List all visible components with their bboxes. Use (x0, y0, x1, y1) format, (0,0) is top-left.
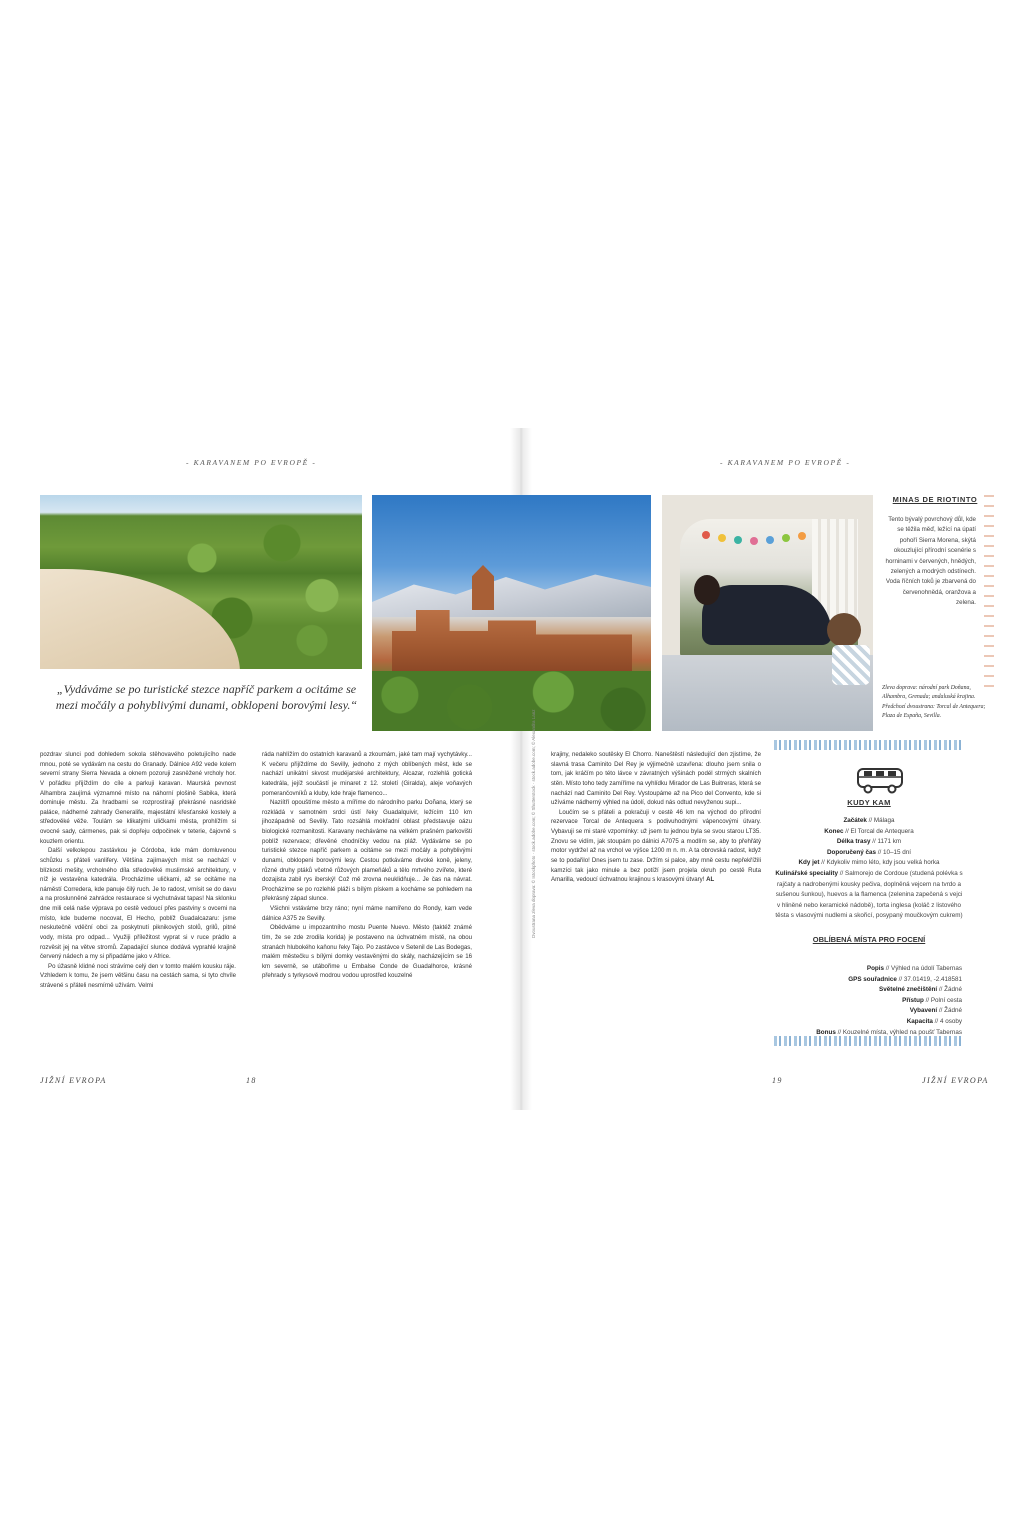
paragraph-text: Loučím se s přáteli a pokračuji v cestě 46 km na východ do přírodní rezervace Torcal de Antequera s podivuhodnými vápencovými útvary. Vybavuji se mi staré vzpomínky: už jsem tu jednou byla se svou starou LT35. Znovu se vidím, jak stoupám po dálnici A7075 a modlím se, aby to přehřátý motor vydržel až na vrchol ve výšce 1200 m n. m. A ta obrovská radost, když se to podařilo! Dnes jsem tu zase. Držím si palce, aby mně cestu nepřekřížili kamzíci tak jako minule a bez potíží jsem projela okruh po cestě Ruta Amarilla, vedoucí úchvatnou krajinou s krasovými útvary! (551, 808, 761, 884)
paragraph (551, 808, 761, 885)
page-number-right: 19 (772, 1076, 783, 1085)
pull-quote: „Vydáváme se po turistické stezce napříč parkem a ocitáme se mezi močály a pohyblivými dunami, obklopeni borovými lesy.“ (55, 682, 358, 712)
photo-row-gps: GPS souřadnice // 37.01419, -2.418581 (848, 975, 962, 983)
info-rows (774, 816, 964, 922)
photo-row-equipment: Vybavení // Žádné (909, 1007, 962, 1015)
folio-left-section: JIŽNÍ EVROPA (40, 1076, 107, 1085)
camper-van-icon (856, 766, 904, 794)
travel-info-box (774, 740, 1000, 1060)
photo-captions: Zleva doprava: národní park Doñana, Alhambra, Grenada; andaluská krajina. Předchozí dvoustrana: Torcal de Antequera; Plaza de España, Sevilla. (882, 685, 986, 720)
photo-row-capacity: Kapacita // 4 osoby (906, 1017, 962, 1025)
paragraph: pozdrav slunci pod dohledem sokola stěhovavého poletujícího nade mnou, poté se vydávám na cestu do Granady. Dálnice A92 vede kolem severní strany Sierra Nevada a oknem pozoruji zasněžené vrcholy hor. V pořádku přijíždím do cíle a parkuji karavan. Maurská pevnost Alhambra zaujímá významné místo na náhorní plošině Sabika, která dominuje městu. Za hradbami se rozprostírají překrásné nasridské paláce, nádherné zahrady Generalife, majestátní křesťanské kostely a středověké věže. Toulám se klikatými uličkami města, prohlížím si ovocné sady, cármenes, pak si dopřeju odpočinek v teterie, čajovně s kouzlem orientu. (40, 751, 236, 845)
photo-row-bonus: Bonus // Kouzelné místa, výhled na poušť Tabernas (816, 1028, 962, 1036)
paragraph: Další velkolepou zastávkou je Córdoba, kde mám domluvenou schůzku s přáteli vanlifery. Většina zajímavých míst se nachází v blízkosti mešity, vrcholného díla středověké muslimské architektury, v níž je vestavěna katedrála. Procházíme uličkami, až se ocitáme na náměstí Corredera, kde panuje čilý ruch. Je to radost, vmísit se do davu a na proslunněné zahrádce restaurace si vychutnávat tapas! Na sklonku dne mili celá naše výprava po cestě vedoucí přes pastviny s ovcemi na místo, kde budeme nocovat, El Hecho, poblíž Guadalcazaru: jsme neskutečně vděční obci za poskytnutí piknikových stolů, grilů, pitné vody, místa pro odpad... Využiji příležitost vyprat si v ruce prádlo a rozvěsit jej na větve stromů. Zapadající slunce dodává vyprahlé krajině červený nádech a my si připadáme jako v Africe. (40, 847, 236, 961)
photo-woman-in-van (662, 495, 873, 731)
stitch-border-bottom (774, 1036, 964, 1046)
paragraph: ráda nahlížím do ostatních karavanů a zkoumám, jaké tam mají vychytávky... K večeru přijíždíme do Sevilly, jednoho z mých oblíbených měst, kde se nachází unikátní skvost mudéjarské architektury, Alcazar, rozlehlá gotická katedrála, jejíž součástí je minaret z 12. století (Giralda), aleje voňavých pomerančovníků a kluby, kde hraje flamenco... (262, 751, 472, 797)
running-head-left: - KARAVANEM PO EVROPĚ - (186, 458, 317, 467)
info-row-length: Délka trasy // 1171 km (836, 838, 902, 846)
photo-spots-title: OBLÍBENÁ MÍSTA PRO FOCENÍ (812, 935, 926, 944)
photo-alhambra (372, 495, 651, 731)
magazine-spread (34, 428, 1000, 1110)
paragraph: krajiny, nedaleko soutěsky El Chorro. Naneštěstí následující den zjistíme, že slavná trasa Caminito Del Rey je výjimečně uzavřena: dlouho jsem snila o tom, jak kráčím po této lávce v závratných výšinách podél strmých skalních stěn. Místo toho tedy zamíříme na vyhlídku Mirador de Las Buitreras, která se nachází nad Caminito Del Rey. Vystoupáme až na Pico del Convento, kde si užíváme nádherný výhled na údolí, dokud nás odtud nevyženou supi... (551, 751, 761, 807)
photo-row-access: Přístup // Polní cesta (902, 996, 962, 1004)
sidebar-minas-de-riotinto (882, 495, 988, 609)
info-row-food: Kulinářské speciality // Salmorejo de Cordoue (studená polévka s rajčaty a nadrobenými kousky pečiva, doplněná vejcem na tvrdo a sušenou šunkou), huevos a la flamenca (zelenina zapečená s vejci v hliněné nebo keramické nádobě), torta inglesa (koláč z listového těsta s vlasovými nudlemi a skořicí, posypaný moučkovým cukrem) (775, 869, 963, 920)
photo-credit: Dvoustrana zleva doprava: © Istockphoto · stock.adobe.com; © Shutterstock · stock.adobe.com; © Alexandra Lanz (531, 709, 536, 938)
photo-spots-rows (774, 964, 964, 1038)
info-row-when: Kdy jet // Kdykoliv mimo léto, kdy jsou velká horka (798, 859, 940, 867)
paragraph: Po úžasně klidné noci strávíme celý den v tomto malém kousku ráje. Vzhledem k tomu, že jsem většinu času na cestách sama, si tyto chvíle strávené s přáteli nesmírně užívám. Velmi (40, 962, 236, 989)
decorative-zigzag (984, 490, 994, 690)
info-row-time: Doporučený čas // 10–15 dní (826, 848, 911, 856)
page-number-left: 18 (246, 1076, 257, 1085)
article-column-3 (551, 750, 761, 885)
running-head-right: - KARAVANEM PO EVROPĚ - (720, 458, 851, 467)
photo-row-light: Světelné znečištění // Žádné (879, 986, 962, 994)
folio-right-section: JIŽNÍ EVROPA (922, 1076, 989, 1085)
stitch-border-top (774, 740, 964, 750)
author-initials: AL (706, 876, 715, 884)
photo-donana-dunes (40, 495, 362, 669)
photo-row-description: Popis // Výhled na údolí Tabernas (866, 965, 962, 972)
paragraph: Všichni vstáváme brzy ráno; nyní máme namířeno do Rondy, kam vede dálnice A375 ze Sevilly. (262, 905, 472, 922)
sidebar-body: Tento bývalý povrchový důl, kde se těžila měď, ležící na úpatí pohoří Sierra Morena, skýtá okouzlující přírodní scenérie s horninami v červených, hnědých, zelených a modrých odstínech. Voda říčních toků je zbarvená do červenohnědá, oranžova a zelena. (885, 516, 976, 607)
info-row-start: Začátek // Málaga (843, 817, 895, 824)
article-column-2 (262, 750, 472, 981)
sidebar-title: MINAS DE RIOTINTO (892, 495, 978, 504)
info-row-end: Konec // El Torcal de Antequera (824, 827, 914, 835)
article-column-1 (40, 750, 236, 991)
paragraph: Naziítří opouštíme město a míříme do národního parku Doñana, který se rozkládá v samotném srdci ústí řeky Guadalquivir, ležícím 110 km jihozápadně od Sevilly. Tato rozsáhlá mokřadní oblast představuje oázu biologické rozmanitosti. Karavany necháváme na velkém prašném parkovišti poblíž rezervace; dřevěné chodníčky vedou na pláž. Vydáváme se po turistické stezce napříč parkem a ocitáme se mezi močály a pohyblivými dunami, obklopeni borovými lesy. Cestou potkáváme divoké koně, jeleny, různé druhy ptáků včetně růžových plameňáků a tělo mrtvého zvířete, které dozajista zabil rys iberský! Což mě zrovna neuklidňuje... Je čas na návrat. Procházíme se po rozlehlé pláži s bílým pískem a kocháme se pohledem na překrásný západ slunce. (262, 799, 472, 903)
paragraph: Obědváme u impozantního mostu Puente Nuevo. Město (taktéž známé tím, že se zde zrodila korida) je postaveno na úchvatném místě, na obou stranách hlubokého kaňonu řeky Tajo. Po zastávce v Setenil de Las Bodegas, malém městečku s bílými domky vestavěnými do skály, nacházejícím se 16 km severně, se utábořime u Embalse Conde de Guadalhorce, krásné přehrady s tyrkysově modrou vodou uprostřed kouzelné (262, 924, 472, 980)
info-title: KUDY KAM (847, 798, 891, 807)
